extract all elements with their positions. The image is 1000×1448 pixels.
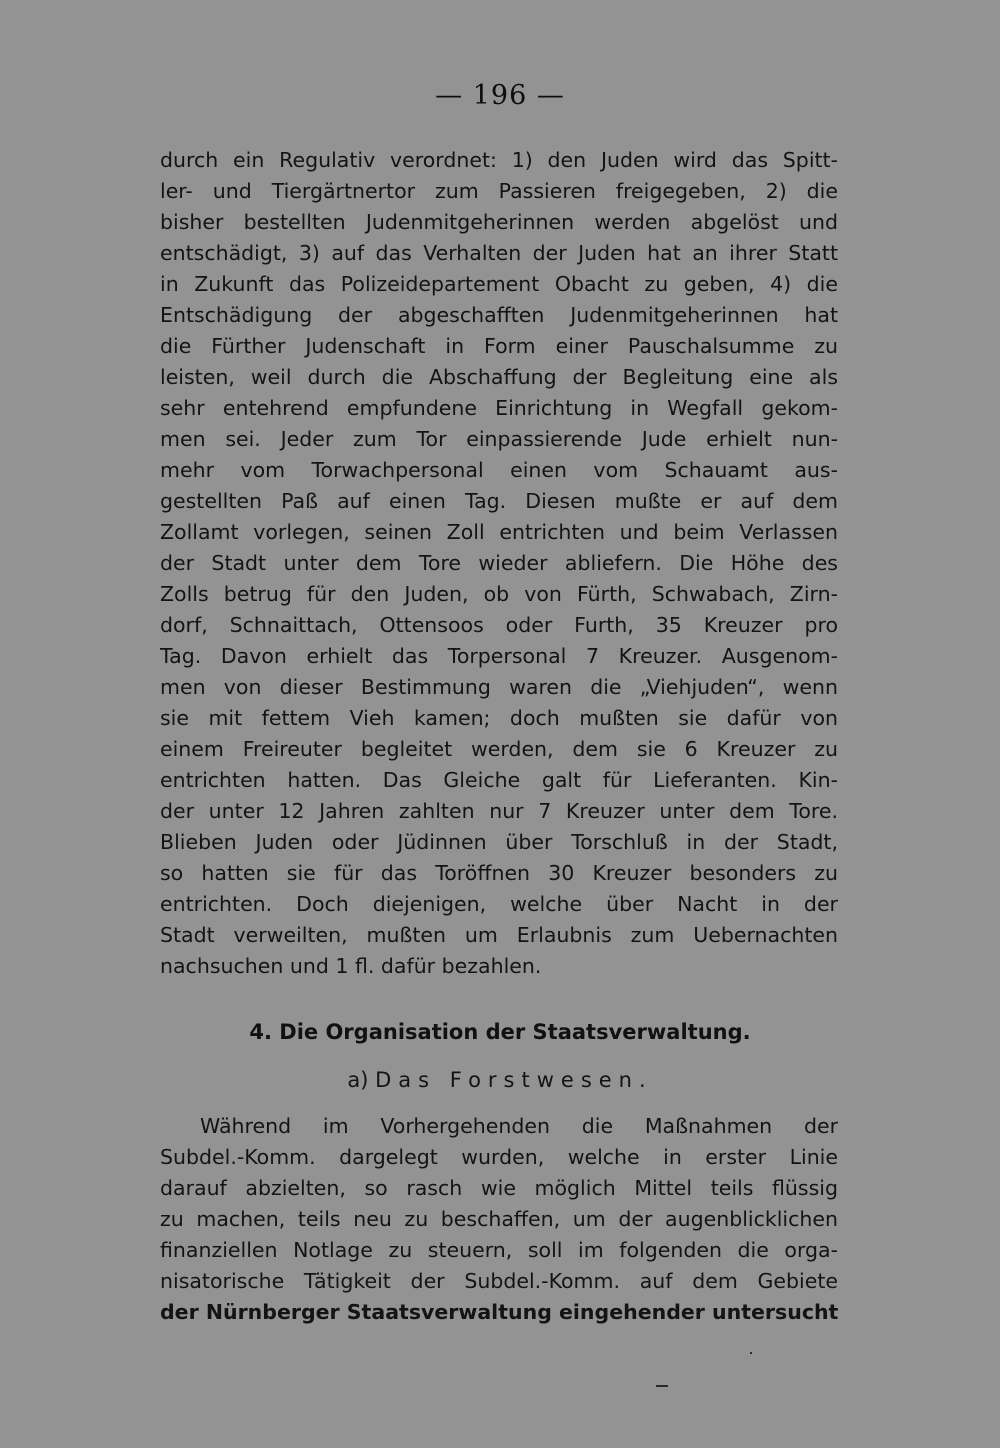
text-line: in Zukunft das Polizeidepartement Obacht zu geben, 4) die (160, 272, 838, 296)
subsection-title: Das Forstwesen. (375, 1068, 653, 1092)
text-line: nachsuchen und 1 fl. dafür bezahlen. (160, 954, 542, 978)
text-line: sehr entehrend empfundene Einrichtung in Wegfall gekom- (160, 396, 838, 420)
text-line: Zollamt vorlegen, seinen Zoll entrichten und beim Verlassen (160, 520, 838, 544)
text-line: entschädigt, 3) auf das Verhalten der Juden hat an ihrer Statt (160, 241, 838, 265)
text-line: leisten, weil durch die Abschaffung der Begleitung eine als (160, 365, 838, 389)
text-line: entrichten hatten. Das Gleiche galt für Lieferanten. Kin- (160, 768, 838, 792)
text-line: durch ein Regulativ verordnet: 1) den Juden wird das Spitt- (160, 148, 838, 172)
text-line: men von dieser Bestimmung waren die „Viehjuden“, wenn (160, 675, 838, 699)
text-line: finanziellen Notlage zu steuern, soll im folgenden die orga- (160, 1238, 838, 1262)
print-speck (750, 1352, 752, 1354)
print-speck (656, 1385, 668, 1387)
text-line: darauf abzielten, so rasch wie möglich Mittel teils flüssig (160, 1176, 838, 1200)
page-number: — 196 — (435, 80, 565, 111)
text-line: zu machen, teils neu zu beschaffen, um der augenblicklichen (160, 1207, 838, 1231)
text-line: Entschädigung der abgeschafften Judenmitgeherinnen hat (160, 303, 838, 327)
text-line: mehr vom Torwachpersonal einen vom Schauamt aus- (160, 458, 838, 482)
text-line: gestellten Paß auf einen Tag. Diesen mußte er auf dem (160, 489, 838, 513)
text-line: einem Freireuter begleitet werden, dem sie 6 Kreuzer zu (160, 737, 838, 761)
text-line: der unter 12 Jahren zahlten nur 7 Kreuzer unter dem Tore. (160, 799, 838, 823)
text-line: nisatorische Tätigkeit der Subdel.-Komm. auf dem Gebiete (160, 1269, 838, 1293)
text-line: entrichten. Doch diejenigen, welche über Nacht in der (160, 892, 838, 916)
text-line: men sei. Jeder zum Tor einpassierende Jude erhielt nun- (160, 427, 838, 451)
text-line: Zolls betrug für den Juden, ob von Fürth, Schwabach, Zirn- (160, 582, 838, 606)
text-line: ler- und Tiergärtnertor zum Passieren freigegeben, 2) die (160, 179, 838, 203)
text-line: der Nürnberger Staatsverwaltung eingehender untersucht (160, 1300, 838, 1324)
subsection-heading (0, 1068, 1000, 1092)
section-heading: 4. Die Organisation der Staatsverwaltung. (249, 1020, 751, 1044)
text-line: der Stadt unter dem Tore wieder abliefern. Die Höhe des (160, 551, 838, 575)
text-line: so hatten sie für das Toröffnen 30 Kreuzer besonders zu (160, 861, 838, 885)
subsection-label: a) (347, 1068, 376, 1092)
text-line: Subdel.-Komm. dargelegt wurden, welche in erster Linie (160, 1145, 838, 1169)
text-line: dorf, Schnaittach, Ottensoos oder Furth, 35 Kreuzer pro (160, 613, 838, 637)
text-line: die Fürther Judenschaft in Form einer Pauschalsumme zu (160, 334, 838, 358)
paragraph-zollregulativ (160, 145, 838, 982)
text-line: Stadt verweilten, mußten um Erlaubnis zum Uebernachten (160, 923, 838, 947)
text-line: sie mit fettem Vieh kamen; doch mußten sie dafür von (160, 706, 838, 730)
text-line: Tag. Davon erhielt das Torpersonal 7 Kreuzer. Ausgenom- (160, 644, 838, 668)
text-line: Blieben Juden oder Jüdinnen über Torschluß in der Stadt, (160, 830, 838, 854)
text-line: bisher bestellten Judenmitgeherinnen werden abgelöst und (160, 210, 838, 234)
paragraph-organisation (160, 1111, 838, 1328)
text-line: Während im Vorhergehenden die Maßnahmen der (200, 1114, 838, 1138)
